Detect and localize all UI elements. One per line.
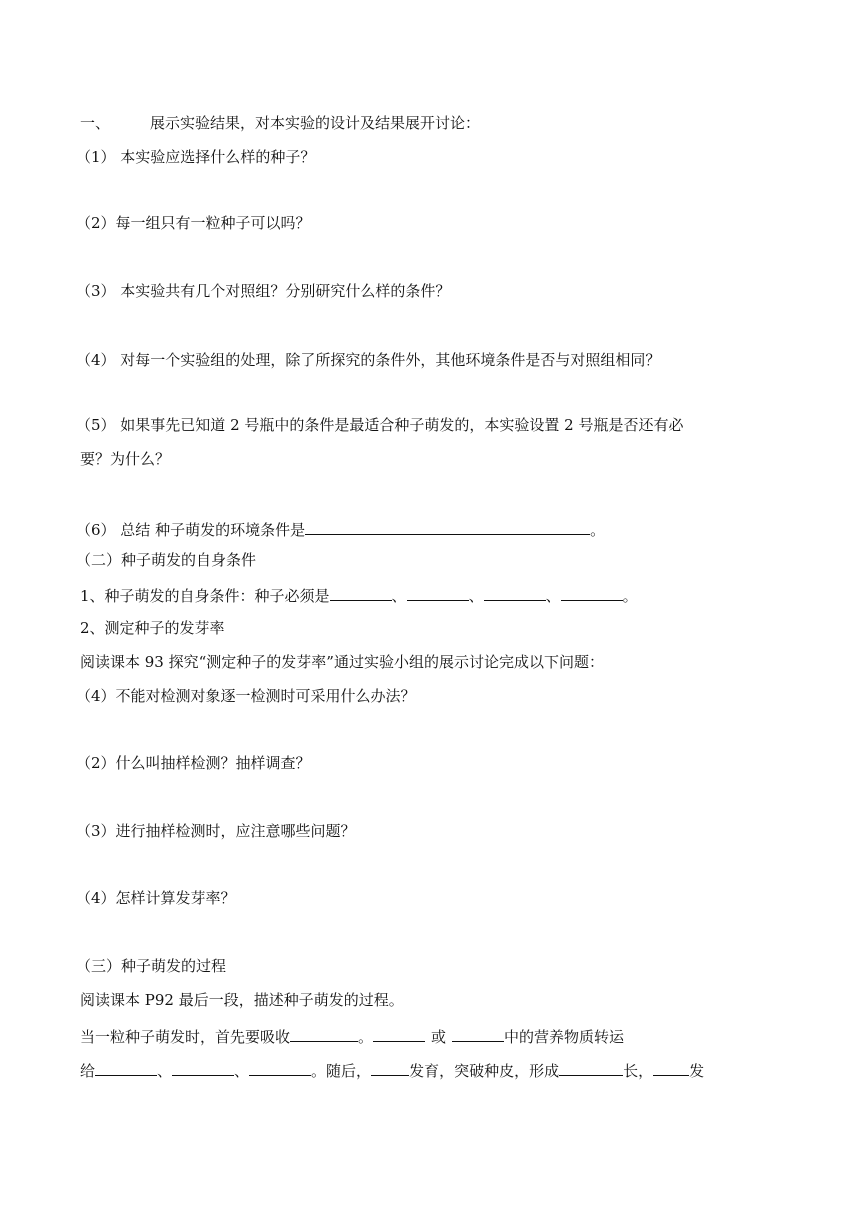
form-blank[interactable] (559, 1058, 623, 1076)
develop-blank-2[interactable] (653, 1058, 689, 1076)
section1-title-line (80, 112, 480, 134)
source-blank-1[interactable] (373, 1024, 425, 1042)
rate-question-1: （4）不能对检测对象逐一检测时可采用什么办法？ (76, 687, 416, 705)
self-condition-blank-4[interactable] (561, 583, 623, 601)
question-6 (76, 517, 605, 541)
develop-blank-1[interactable] (371, 1058, 409, 1076)
self-condition-blank-3[interactable] (484, 583, 546, 601)
question-4: （4） 对每一个实验组的处理，除了所探究的条件外，其他环境条件是否与对照组相同？ (76, 351, 661, 369)
process-line-2 (80, 1058, 704, 1082)
rate-question-4: （4）怎样计算发芽率？ (76, 889, 236, 907)
question-5-line2: 要？为什么？ (80, 450, 171, 468)
process-line-2-c: 发育，突破种皮，形成 (409, 1062, 560, 1080)
self-conditions-prefix: 1、种子萌发的自身条件：种子必须是 (80, 587, 330, 605)
rate-question-2: （2）什么叫抽样检测？抽样调查？ (76, 754, 311, 772)
separator: 、 (545, 587, 561, 605)
question-6-prefix: （6） 总结 种子萌发的环境条件是 (76, 521, 306, 539)
process-line-1-c: 或 (431, 1028, 447, 1046)
process-line-2-a: 给 (80, 1062, 96, 1080)
transfer-blank-1[interactable] (95, 1058, 157, 1076)
process-line-2-d: 长， (623, 1062, 654, 1080)
process-line-1 (80, 1024, 624, 1048)
section1-title: 展示实验结果，对本实验的设计及结果展开讨论： (150, 114, 481, 132)
question-1: （1） 本实验应选择什么样的种子？ (76, 148, 316, 166)
process-line-2-e: 发 (689, 1062, 705, 1080)
self-conditions-end: 。 (622, 587, 638, 605)
section2-heading: （二）种子萌发的自身条件 (76, 551, 257, 569)
question-5-line1: （5） 如果事先已知道 2 号瓶中的条件是最适合种子萌发的，本实验设置 2 号瓶是否还有必 (76, 416, 684, 434)
separator: 、 (468, 587, 484, 605)
self-conditions-line (80, 583, 638, 607)
separator: 、 (234, 1062, 250, 1080)
process-line-1-b: 。 (358, 1028, 374, 1046)
separator: 、 (391, 587, 407, 605)
section1-number: 一、 (80, 114, 111, 132)
section3-heading: （三）种子萌发的过程 (76, 957, 227, 975)
self-condition-blank-2[interactable] (407, 583, 469, 601)
source-blank-2[interactable] (452, 1024, 504, 1042)
question-6-suffix: 。 (590, 521, 606, 539)
absorb-blank[interactable] (290, 1024, 358, 1042)
process-line-1-d: 中的营养物质转运 (504, 1028, 625, 1046)
question-2: （2）每一组只有一粒种子可以吗？ (76, 214, 311, 232)
environment-conditions-blank[interactable] (305, 517, 590, 535)
process-line-2-b: 。随后， (311, 1062, 372, 1080)
self-condition-blank-1[interactable] (330, 583, 392, 601)
process-intro: 阅读课本 P92 最后一段，描述种子萌发的过程。 (80, 991, 404, 1009)
separator: 、 (157, 1062, 173, 1080)
transfer-blank-2[interactable] (172, 1058, 234, 1076)
transfer-blank-3[interactable] (249, 1058, 311, 1076)
germination-rate-heading: 2、测定种子的发芽率 (80, 619, 225, 637)
question-3: （3） 本实验共有几个对照组？分别研究什么样的条件？ (76, 282, 451, 300)
germination-rate-intro: 阅读课本 93 探究“测定种子的发芽率”通过实验小组的展示讨论完成以下问题： (80, 653, 604, 671)
rate-question-3: （3）进行抽样检测时，应注意哪些问题？ (76, 822, 356, 840)
process-line-1-a: 当一粒种子萌发时，首先要吸收 (80, 1028, 291, 1046)
